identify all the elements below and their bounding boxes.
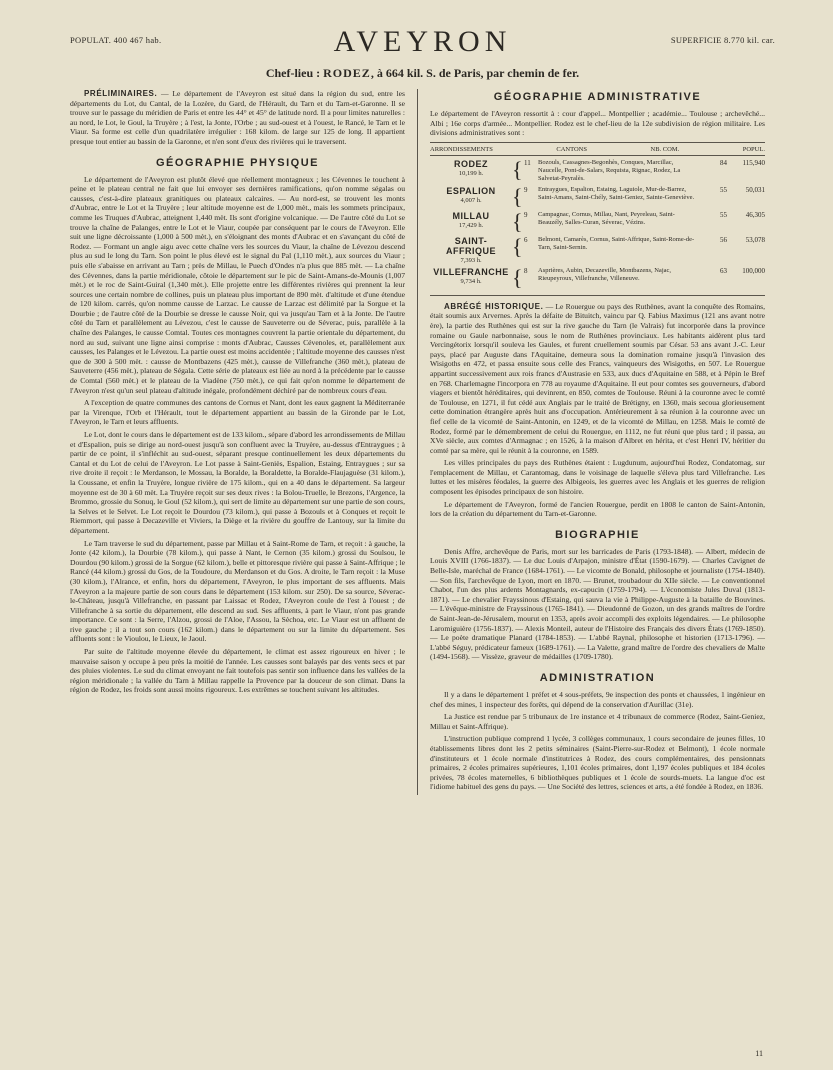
- column-divider: [417, 89, 418, 795]
- table-header-cell: POPUL.: [742, 145, 765, 153]
- population-value: 50,031: [745, 185, 765, 194]
- arrondissement-pop: 9,734 h.: [460, 277, 482, 285]
- cantons-list: Campagnac, Cornus, Millau, Nant, Peyreleau, Saint-Beauzély, Salles-Curan, Séverac, Vézins.: [538, 210, 675, 226]
- arrondissement-pop: 10,199 h.: [458, 169, 484, 177]
- admin-paragraph: L'instruction publique comprend 1 lycée, 3 collèges communaux, 1 cours secondaire de jeunes filles, 10 établissements libres dont les 2 petits séminaires (Saint-Pierre-sur-Rodez et Belmont), 1 école normale d'instituteurs et 1 école normale d'institutrices à Rodez, des cours complémentaires, des pensionnats primaires, 2 écoles primaires supérieures, 1,101 écoles primaires, dont 1,197 écoles publiques et 184 écoles privées, 78 écoles maternelles, 6 bibliothèques publiques et 1 école de sourds-muets. La langue d'oc est l'idiome habituel des gens du pays. — Une Société des lettres, sciences et arts, a été fondée à Rodez, en 1836.: [430, 734, 765, 792]
- brace-icon: {: [512, 264, 523, 290]
- left-column: [70, 89, 405, 795]
- population-value: 46,305: [745, 210, 765, 219]
- brace-icon: {: [512, 233, 523, 259]
- superficie-label: SUPERFICIE 8.770 kil. car.: [670, 35, 775, 45]
- abrege-text: — Le Rouergue ou pays des Ruthènes, avant la conquête des Romains, était soumis aux Arvernes. Après la défaite de Bituitch, vaincu par Q. Fabius Maximus (121 ans avant notre ère), la partie des Ruthènes qui est sur la rive gauche du Tarn (le Valrais) fut incorporée dans la province romaine ou Gaule narbonnaise, sous le nom de Ruthènes provinciaux. Les habitants aidèrent plus tard Vercingétorix lorsqu'il souleva les Gaules, et furent cruellement soumis par César. 53 ans avant J.-C. Leur pays, placé par Auguste dans l'Aquitaine, demeura sous la domination romaine jusqu'à l'invasion des Wisigoths en 472, et passa ensuite sous celle des Francs, vainqueurs des Wisigoths, en 507. Le Rouergue appartint successivement aux rois francs d'Austrasie en 533, aux ducs d'Aquitaine en 588, et à Pépin le Bref en 768. Charlemagne l'incorpora en 778 au royaume d'Aquitaine. Il eut pour comtes ses gouverneurs, d'abord viagers et bientôt héréditaires, qui devinrent, en 850, comtes de Toulouse. Réuni à la couronne avec le comté de Toulouse, en 1271, il fut cédé aux Anglais par le traité de Brétigny, en 1360, mais secoua glorieusement cette domination étrangère après huit ans d'occupation. Antérieurement à sa réunion à la couronne avec un fief celle de la vicomté de Saint-Antonin, en 1249, et de la vicomté de Millau, en 1258. Mais le comté de Rodez, formé par le démembrement de celui du Rouergue, en 1112, ne fut réuni que plus tard ; il passa, au XVe siècle, aux comtes d'Armagnac ; en 1526, à la maison d'Albret en hérita, et c'est Henri IV, héritier du comté par sa mère, qui le réunit à la couronne, en 1589.: [430, 301, 766, 455]
- table-header-cell: CANTONS: [556, 145, 587, 153]
- section-title-administration: ADMINISTRATION: [539, 671, 656, 684]
- population-value: 115,940: [742, 158, 765, 167]
- preliminaires-text: — Le département de l'Aveyron est situé dans la région du sud, entre les départements du Lot, du Cantal, de la Lozère, du Gard, de l'Hérault, du Tarn et du Tarn-et-Garonne. Il se trouve sur le passage du méridien de Paris et entre les 44° et 45° de latitude nord. Il a pour limites naturelles : au nord, le Lot, le Goul, la Truyère ; à l'est, la Jonte, l'Orbe ; au sud-ouest et à l'ouest, le Rancé, le Tarn et le Viaur. Sa forme est celle d'un quadrilatère irrégulier : 168 kilom. de large sur 125 de long. Il appartient presque tout entier au bassin de la Garonne, et n'en sont d'eux des rivières qui le traversent.: [70, 89, 405, 146]
- communes-count: 84: [720, 158, 727, 167]
- cantons-list: Entraygues, Espalion, Estaing, Laguiole, Mur-de-Barrez, Saint-Amans, Saint-Chély, Saint-Geniez, Sainte-Geneviève.: [538, 185, 695, 201]
- cantons-count: 11: [524, 158, 531, 167]
- geo-paragraph: Par suite de l'altitude moyenne élevée du département, le climat est assez rigoureux en hiver ; le mauvaise saison y occupe à peu près la moitié de l'année. Les causses sont balayés par des vents secs et par des pluies violentes. Le sud du climat envoyant ne fait toutefois pas sentir son influence dans les vallées de la région méridionale ; la vallée du Tarn à Millau rappelle la Provence par la douceur de son climat. Dans la région de Rodez, les froids sont aussi moins rigoureux. Les extrêmes se touchent suivant les altitudes.: [70, 647, 405, 695]
- geo-paragraph: A l'exception de quatre communes des cantons de Cornus et Nant, dont les eaux gagnent la Méditerranée par la Virenque, l'Orb et l'Hérault, tout le département appartient au bassin de la Gironde par le Lot, l'Aveyron, le Tarn et leurs affluents.: [70, 398, 405, 427]
- arrondissement-pop: 4,007 h.: [460, 196, 482, 204]
- cantons-count: 8: [524, 266, 528, 275]
- population-label: POPULAT. 400 467 hab.: [70, 35, 162, 45]
- chef-lieu-line: [70, 66, 775, 81]
- admin-paragraph: Il y a dans le département 1 préfet et 4 sous-préfets, 9e inspection des ponts et chaussées, 1 ingénieur en chef des mines, 1 inspecteur des forêts, qui dépend de la conservation d'Aurillac (31e).: [430, 689, 765, 709]
- table-header-cell: ARRONDISSEMENTS: [430, 145, 493, 153]
- two-columns: [70, 89, 775, 795]
- table-header-cell: NB. COM.: [650, 145, 680, 153]
- brace-icon: {: [512, 183, 523, 209]
- cantons-list: Bozouls, Cassagnes-Begonhès, Conques, Marcillac, Naucelle, Pont-de-Salars, Requista, Rignac, Rodez, La Salvetat-Peyralès.: [538, 158, 681, 182]
- arrondissement-name: ESPALION: [446, 185, 496, 196]
- cantons-count: 9: [524, 185, 528, 194]
- arrondissement-name: SAINT-AFFRIQUE: [446, 235, 496, 256]
- page-title: AVEYRON: [333, 25, 512, 58]
- communes-count: 55: [720, 185, 727, 194]
- arrondissement-name: MILLAU: [452, 210, 490, 221]
- arrondissements-table: [430, 142, 765, 296]
- geo-paragraph: Le Lot, dont le cours dans le département est de 133 kilom., sépare d'abord les arrondissements de Millau et d'Espalion, puis se dirige au nord-ouest jusqu'à son confluent avec la Truyère, au-dessus d'Entraygues ; à partir de ce point, il s'infléchit au sud-ouest, séparant presque continuellement les deux départements du Cantal et du Lot de celui de l'Aveyron. Le Lot passe à Saint-Geniès, Espalion, Estaing, Entraygues ; sur sa rive droite il reçoit : le Merdanson, le Mossau, la Boralde, la Boraldette, la Boralde-Flaujaguèse (31 kilom.), la Coussane, et enfin la Truyère, longue rivière de 175 kilom., qui en a 40 dans le département. Sa largeur moyenne est de 30 à 60 mèt. La Truyère reçoit sur ses deux rives : la Bolou-Truelle, le Brezons, l'Argence, la Brommo, grossie du Sonuq, le Goul (52 kilom.), qui sert de limite au département sur une partie de son cours, la Selves et le Selvet. Le Lot reçoit le Dourdou (73 kilom.), qui passe à Bozouls et à Conques et reçoit le Riemmort, qui passe à Decazeville et Viviers, la Diège et la rivière du gouffre de Lantouy, sur la limite du département.: [70, 430, 405, 535]
- arrondissement-name: VILLEFRANCHE: [433, 266, 509, 277]
- arrondissement-pop: 17,429 h.: [458, 221, 484, 229]
- cantons-list: Belmont, Camarès, Cornus, Saint-Affrique, Saint-Rome-de-Tarn, Saint-Sernin.: [538, 235, 695, 251]
- abrege-paragraph-2: Les villes principales du pays des Ruthènes étaient : Lugdunum, aujourd'hui Rodez, Condatomag, sur l'emplacement de Millau, et Carantomag, dans le voisinage de laquelle s'éleva plus tard Villefranche. Les luttes et les misères féodales, la guerre des Albigeois, les guerres avec les Anglais et les guerres de religion composent les épisodes principaux de son histoire.: [430, 458, 765, 497]
- section-title-geographie-physique: GÉOGRAPHIE PHYSIQUE: [156, 156, 319, 169]
- brace-icon: {: [512, 208, 523, 234]
- communes-count: 56: [720, 235, 727, 244]
- abrege-paragraph-3: Le département de l'Aveyron, formé de l'ancien Rouergue, perdit en 1808 le canton de Saint-Antonin, lors de la création du département du Tarn-et-Garonne.: [430, 499, 765, 519]
- preliminaires-paragraph: [70, 89, 405, 147]
- abrege-lead: ABRÉGÉ HISTORIQUE.: [444, 301, 544, 311]
- admin-paragraph: La Justice est rendue par 5 tribunaux de 1re instance et 4 tribunaux de commerce (Rodez, Saint-Geniez, Millau et Saint-Affrique).: [430, 712, 765, 731]
- geo-paragraph: Le département de l'Aveyron est plutôt élevé que réellement montagneux ; les Cévennes le touchent à peine et le plateau central ne fait que lui envoyer ses dernières ramifications, qu'on nomme ségalas ou causses, c'est-à-dire plateaux granitiques ou plateaux calcaires. — Au nord-est, se trouvent les monts d'Aubrac, entre le Lot et la Truyère ; leur altitude moyenne est de 1,000 mèt., mais les sommets principaux, comme les Truques d'Aubrac, atteignent 1,440 mèt. Ils sont d'origine volcanique. — De l'autre côté du Lot se trouve la chaîne de Palanges, entre le Lot et le Viaur, coupée par conséquent par le cours de l'Aveyron. Elle suit une ligne décroissante (1,000 à 500 mèt.), en s'éloignant des monts d'Aubrac et en s'avançant du côté de Rodez. — Formant un angle aigu avec cette chaîne vers les sources du Viaur, la chaîne de Lévezou descend plus au sud le long du Tarn. Son point le plus élevé est le signal du Pal (1,110 mèt.), aux sources du Viaur ; puis elle s'abaisse en arrivant au Tarn ; près de Millau, le Puech d'Ondes n'a plus que 885 mèt. — La chaîne des Cévennes, dans la partie méridionale, côtoie le département sur le pic de Saint-Amans-de-Mounis (1,007 mèt.) et le roc de Saint-Guiral (1,340 mèt.). Elle projette entre les différentes rivières qui prennent la leur sources une certain nombre de collines, puis un plateau plus important de 890 mèt. d'altitude et d'une étendue de 120 kilom. carrés, qu'on nomme causse de Larzac. Le causse de Larzac est délimité par la Sorgue et la Dourbie ; de l'autre côté de la Dourbie se dresse le causse Noir, qui va jusqu'au Tarn et à la Jonte. De l'autre côté du Tarn et parallèlement au Lévezou, c'est le causse de Sauveterre ou de Séverac, puis, parallèle à la chaîne des Palanges, le causse Comtal. Toutes ces montagnes couvrent la partie orientale du département, du nord au sud, suivant une ligne ainsi comprise : monts d'Aubrac, Causses Cévenoles, et, parallèlement aux causses, les Palanges et le Lévezou. La partie ouest est moins accidentée ; l'altitude moyenne des causses n'est que de 300 à 500 mèt. : causse de Montbazens (425 mèt.), causse de Villefranche (360 mèt.), plateau de Sauveterre (456 mèt.), plateau de Ségala. Cette série de plateaux est liée au nord à la précédente par le causse de Comtal (560 mèt.) et le plateau de la Viadène (750 mèt.), ce qui fait qu'on nomme le département de l'Aveyron n'est qu'un seul plateau d'altitude inégale, profondément déchiré par de nombreux cours d'eau.: [70, 174, 405, 395]
- chef-lieu-city: RODEZ: [323, 66, 371, 80]
- population-value: 100,000: [742, 266, 765, 275]
- table-header: [430, 146, 765, 156]
- population-value: 53,078: [745, 235, 765, 244]
- biographie-paragraph: Denis Affre, archevêque de Paris, mort sur les barricades de Paris (1793-1848). — Albert, médecin de Louis XVIII (1766-1837). — Le duc Louis d'Arpajon, ministre d'État (1590-1679). — Charles Cavignet de Belle-Isle, maréchal de France (1684-1761). — Le vicomte de Bonald, philosophe et journaliste (1754-1840). — Son fils, l'archevêque de Lyon, mort en 1870. — Brunet, troubadour du XIIe siècle. — Le conventionnel Chabot, l'un des plus ardents Montagnards, ex-capucin (1759-1794). — L'économiste Jules Duval (1813-1871). — Le chevalier Frayssinous d'Estaing, qui sauva la vie à Philippe-Auguste à la bataille de Bouvines. — L'évêque-ministre de Frayssinous (1765-1841). — Dieudonné de Gozon, un des grands maîtres de l'ordre de Saint-Jean-de-Jérusalem, mourut en 1353, après avoir accompli des exploits légendaires. — Le philosophe Laromiguière (1756-1837). — Alexis Monteil, auteur de l'Histoire des Français des divers États (1769-1850). — Le poète dramatique Planard (1784-1853). — L'abbé Raynal, philosophe et historien (1713-1796). — L'abbé Séguy, prédicateur fameux (1689-1761). — La Valette, grand maître de l'ordre des chevaliers de Malte (1494-1568). — Vissèze, graveur de médailles (1709-1780).: [430, 546, 765, 662]
- right-column: [430, 89, 765, 795]
- page-header: [70, 22, 775, 62]
- section-title-geographie-administrative: GÉOGRAPHIE ADMINISTRATIVE: [493, 91, 702, 103]
- arrondissement-name: RODEZ: [454, 158, 488, 169]
- communes-count: 63: [720, 266, 727, 275]
- chef-lieu-prefix: Chef-lieu :: [265, 66, 321, 80]
- table-row: [430, 233, 765, 264]
- abrege-paragraph: [430, 302, 765, 456]
- chef-lieu-rest: , à 664 kil. S. de Paris, par chemin de fer.: [370, 66, 580, 80]
- table-row: [430, 264, 765, 290]
- table-row: [430, 183, 765, 209]
- section-title-biographie: BIOGRAPHIE: [555, 528, 640, 541]
- communes-count: 55: [720, 210, 727, 219]
- cantons-count: 6: [524, 235, 528, 244]
- cantons-count: 9: [524, 210, 528, 219]
- arrondissement-pop: 7,393 h.: [460, 256, 482, 264]
- preliminaires-lead: PRÉLIMINAIRES.: [84, 89, 158, 98]
- admin-geo-intro: Le département de l'Aveyron ressortit à : cour d'appel... Montpellier ; académie... Toulouse ; archevêché... Albi ; 16e corps d'armée... Montpellier. Rodez est le chef-lieu de la 12e subdivision de région militaire. Les divisions administratives sont :: [430, 109, 765, 138]
- brace-icon: {: [512, 156, 523, 182]
- page-number: 11: [755, 1049, 763, 1058]
- geo-paragraph: Le Tarn traverse le sud du département, passe par Millau et à Saint-Rome de Tarn, et reçoit : à gauche, la Jonte (42 kilom.), la Dourbie (78 kilom.), qui passe à Nant, le Cernon (35 kilom.) grossi du Soulsou, le Dourdou (90 kilom.) grossi de la Sorgue (62 kilom.), belle et pittoresque rivière qui passe à Saint-Affrique ; le Rancé (44 kilom.) grossi du Gos, de la Toudoure, du Merdanson et du Gos. A droite, le Tarn reçoit : la Muse (30 kilom.), l'Alrance, et enfin, hors du département, l'Aveyron, le plus important de ses affluents. Mais l'Aveyron a la majeure partie de son cours dans le département (153 kilom. sur 250). De sa source, Séverac-le-Château, jusqu'à Villefranche, en passant par Laissac et Rodez, l'Aveyron coule de l'est à l'ouest ; de Villefranche à sa sortie du département, elle descend au sud. Ses affluents, à part le Viaur, n'ont pas grande importance. Ce sont : la Serre, l'Alzou, grossi de l'Aloe, l'Assou, la Sèchoa, etc. Le Viaur est un affluent de rive gauche ; il a tout son cours (162 kilom.) dans le département ou sur la limite du département. Ses affluents sont : le Vioulou, le Lieux, le Jaoul.: [70, 538, 405, 644]
- table-row: [430, 156, 765, 183]
- table-row: [430, 208, 765, 234]
- cantons-list: Asprières, Aubin, Decazeville, Montbazens, Najac, Rieupeyroux, Villefranche, Villeneuve.: [538, 266, 672, 282]
